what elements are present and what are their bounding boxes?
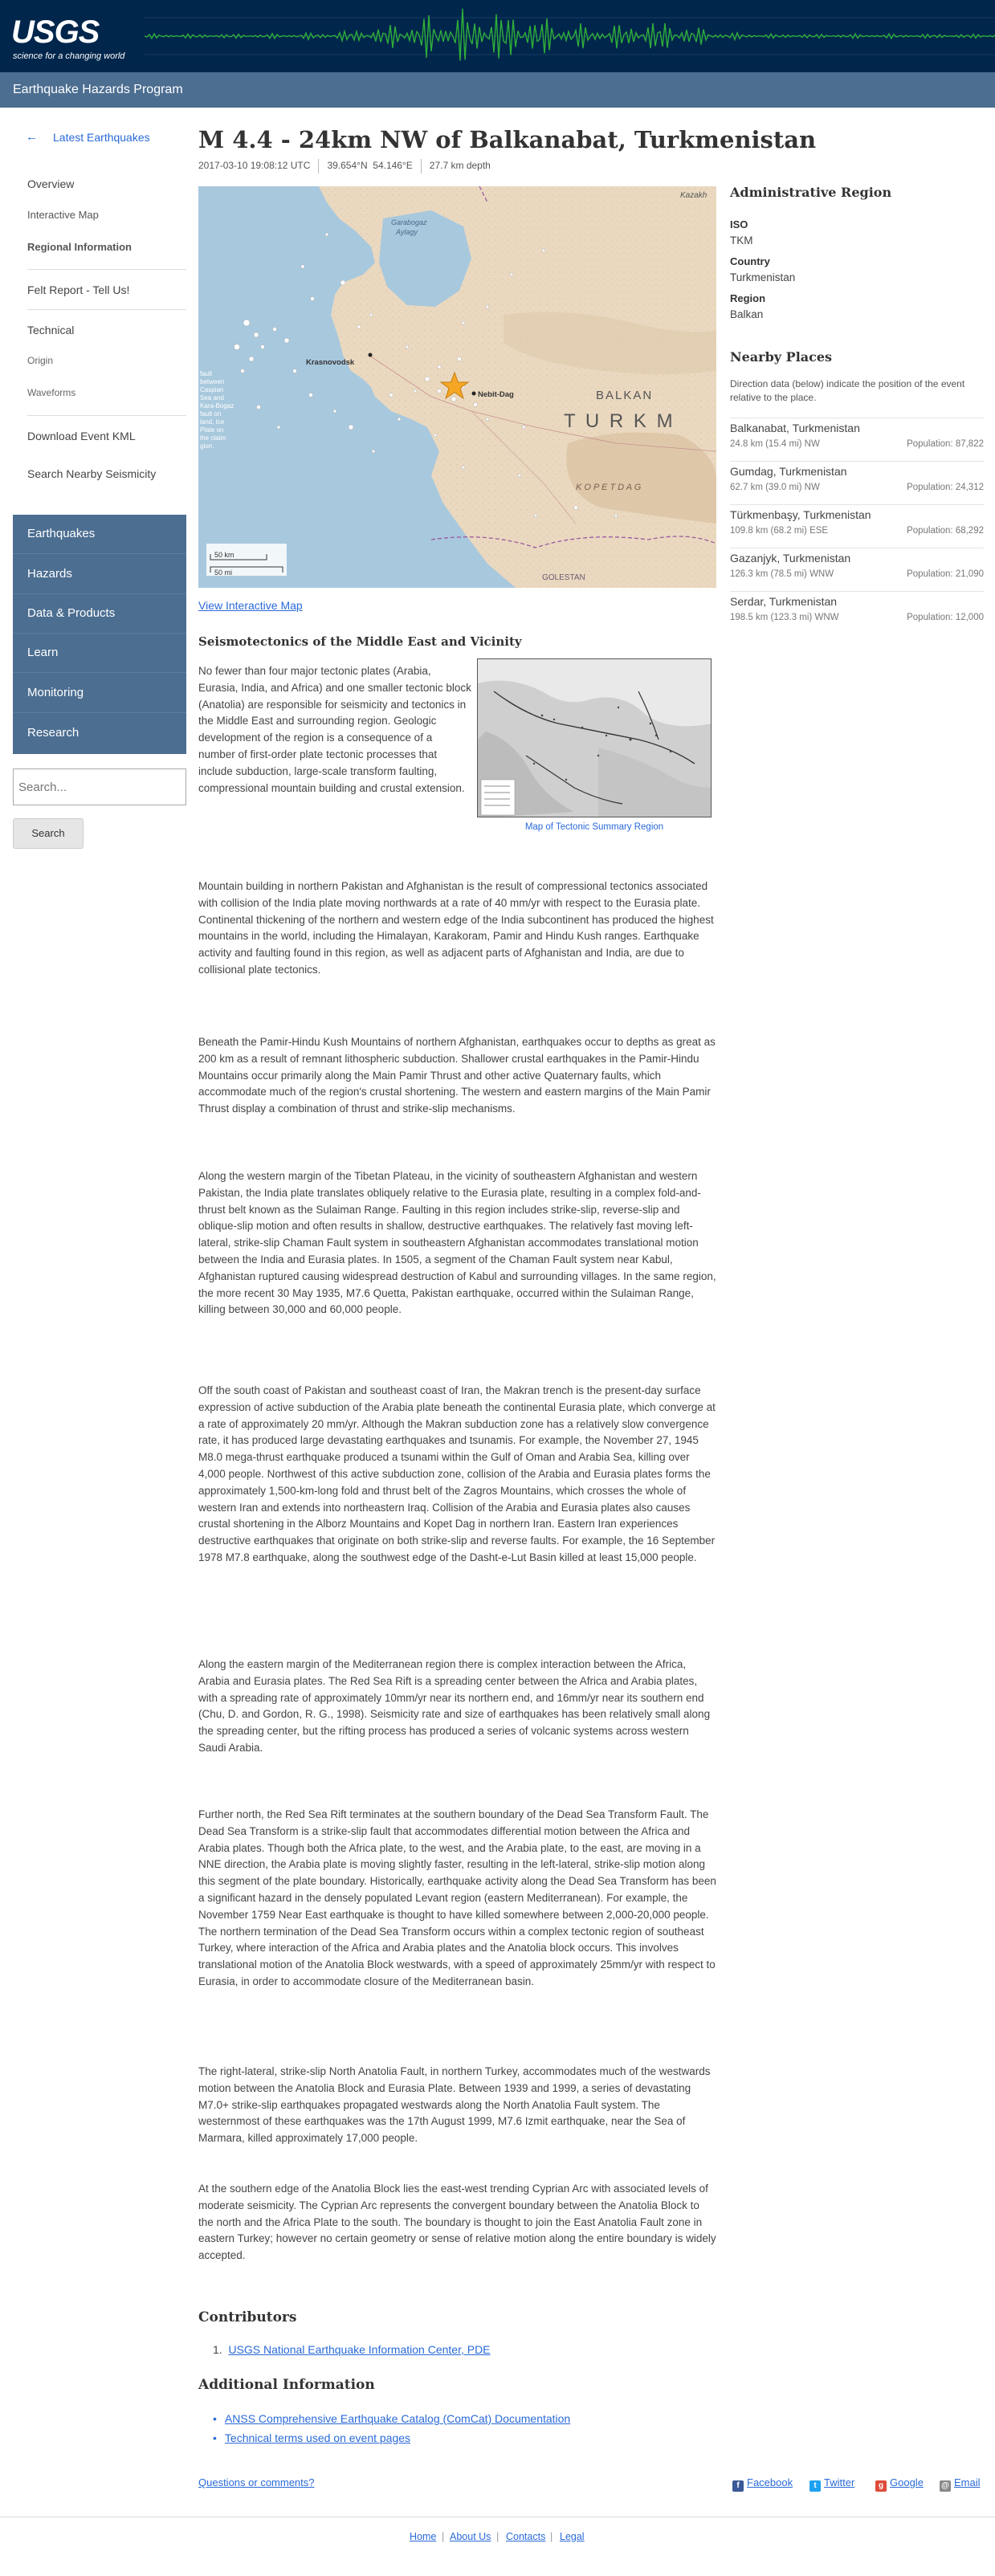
- tectonic-map-caption[interactable]: Map of Tectonic Summary Region: [524, 822, 664, 832]
- contributor-item: [213, 2343, 491, 2356]
- nav-label: Research: [27, 726, 80, 740]
- search-button[interactable]: Search: [13, 818, 84, 849]
- nearby-places-note: Direction data (below) indicate the position of the event relative to the place.: [730, 378, 965, 403]
- bullet: •: [213, 2431, 217, 2444]
- share-google[interactable]: [875, 2476, 924, 2492]
- map-side-note: fault between Caspian Sea and Kara-Bogaz fault on land. Ice Plate on the claim gion.: [200, 370, 234, 450]
- paragraph: Along the western margin of the Tibetan Plateau, in the vicinity of southeastern Afghanistan and western Pakistan, the India plate translates obliquely relative to the Eurasia plate, resulting in a complex fold-and-thrust belt known as the Sulaiman Range. Faulting in this region includes strike-slip, reverse-slip and oblique-slip motion and often results in shallow, destructive earthquakes. The relatively fast moving left-lateral, strike-slip Chaman Fault system in southeastern Afghanistan accommodates translational motion between the India and Eurasia plates. In 1505, a segment of the Chaman Fault system near Kabul, Afghanistan ruptured causing widespread destruction of Kabul and surrounding villages. In the same region, the more recent 30 May 1935, M7.6 Quetta, Pakistan earthquake, occurred within the Sulaiman Range, killing between 30,000 and 60,000 people.: [198, 1170, 716, 1316]
- place-name: Serdar, Turkmenistan: [730, 595, 838, 608]
- admin-region-heading: Administrative Region: [730, 185, 892, 200]
- questions-link[interactable]: Questions or comments?: [198, 2476, 315, 2488]
- sidebar-item-search-nearby[interactable]: Search Nearby Seismicity: [27, 467, 157, 480]
- sidebar-item-interactive-map[interactable]: Interactive Map: [27, 209, 99, 221]
- nearby-place: [730, 591, 984, 634]
- paragraph: Along the eastern margin of the Mediterranean region there is complex interaction between the Africa, Arabia and Eurasia plates. The Red Sea Rift is a spreading center between the Africa and Arabia plates, with a spreading rate of approximately 10mm/yr near its northern end, and 16mm/yr near its southern end (Chu, D. and Gordon, R. G., 1998). Seismicity rate and size of earthquakes has been relatively small along the spreading center, but the rifting process has produced a series of volcanic systems across western Saudi Arabia.: [198, 1658, 711, 1754]
- map-label-aylagy: Aylagy: [396, 228, 418, 236]
- map-label-kopet-dag: K O P E T D A G: [576, 483, 642, 492]
- region-value: Balkan: [730, 308, 764, 320]
- paragraph: No fewer than four major tectonic plates (Arabia, Eurasia, India, and Africa) and one smaller tectonic block (Anatolia) are responsible for seismicity and tectonics in the Middle East and surrounding region. Geologic development of the region is a consequence of a number of first-order plate tectonic processes that include subduction, large-scale transform faulting, compressional mountain building and crustal extension.: [198, 665, 471, 794]
- map-label-golestan: GOLESTAN: [542, 573, 585, 582]
- logo-tagline: science for a changing world: [13, 51, 125, 61]
- sidebar-item-regional-information[interactable]: Regional Information: [27, 241, 132, 253]
- map-label-turkm: T U R K M: [564, 410, 675, 432]
- sidebar-item-origin[interactable]: Origin: [27, 355, 54, 366]
- event-map[interactable]: [198, 186, 716, 588]
- place-distance: 62.7 km (39.0 mi) NW: [730, 483, 820, 492]
- nearby-places-heading: Nearby Places: [730, 349, 833, 365]
- place-population: Population: 68,292: [907, 526, 984, 536]
- nav-label: Hazards: [27, 567, 72, 581]
- share-twitter-label: Twitter: [824, 2476, 855, 2488]
- iso-label: ISO: [730, 218, 748, 230]
- sidebar-item-overview[interactable]: Overview: [27, 177, 75, 190]
- place-population: Population: 21,090: [907, 569, 984, 579]
- sidebar-divider: [27, 309, 186, 310]
- section-title: Seismotectonics of the Middle East and Vicinity: [198, 634, 522, 649]
- twitter-icon: t: [809, 2480, 821, 2492]
- program-bar: [0, 72, 995, 108]
- nav-label: Data & Products: [27, 606, 116, 620]
- scale-mi-label: 50 mi: [214, 569, 233, 577]
- map-label-nebitdag: Nebit-Dag: [478, 390, 514, 399]
- logo-wordmark: USGS: [11, 14, 100, 50]
- sidebar-item-waveforms[interactable]: Waveforms: [27, 387, 76, 398]
- place-population: Population: 12,000: [907, 613, 984, 622]
- footer-separator: |: [442, 2531, 445, 2542]
- paragraph: Further north, the Red Sea Rift terminates at the southern boundary of the Dead Sea Transform Fault. The Dead Sea Transform is a strike-slip fault that accommodates differential motion between the Africa and Arabia plates. Though both the Africa plate, to the west, and the Arabia plate, to the east, are moving in a NNE direction, the Arabia plate is moving slightly faster, resulting in the left-lateral, strike-slip motion along this segment of the plate boundary. Historically, earthquake activity along the Dead Sea Transform has been a significant hazard in the densely populated Levant region (eastern Mediterranean). For example, the November 1759 Near East earthquake is thought to have killed somewhere between 2,000-20,000 people. The northern termination of the Dead Sea Transform occurs within a complex tectonic region of southeast Turkey, where interaction of the Africa and Arabia plates and the Anatolia block occurs. This involves translational motion of the Anatolia Block westwards, with a speed of approximately 25mm/yr with respect to Eurasia, in order to accommodate closure of the Mediterranean basin.: [198, 1808, 716, 1987]
- usgs-logo[interactable]: [11, 10, 148, 63]
- footer-separator: |: [550, 2531, 553, 2542]
- paragraph: Off the south coast of Pakistan and southeast coast of Iran, the Makran trench is the present-day surface expression of active subduction of the Arabia plate beneath the continental Eurasia plate, which converge at a rate of approximately 20 mm/yr. Although the Makran subduction zone has a relatively slow convergence rate, it has produced large devastating earthquakes and tsunamis. For example, the November 27, 1945 M8.0 mega-thrust earthquake produced a tsunami within the Gulf of Oman and Arabia Sea, killing over 4,000 people. Northwest of this active subduction zone, collision of the Arabia and Eurasia plates forms the approximately 1,500-km-long fold and thrust belt of the Zagros Mountains, which crosses the whole of western Iran and extends into northeastern Iraq. Collision of the Arabia and Eurasia plates also causes crustal shortening in the Alborz Mountains and Kopet Dag in northern Iran. Eastern Iran experiences destructive earthquakes that originate on both strike-slip and reverse faults. For example, the 16 September 1978 M7.8 earthquake, along the southwest edge of the Dasht-e-Lut Basin killed at least 15,000 people.: [198, 1384, 716, 1563]
- separator: [318, 159, 319, 173]
- event-title: M 4.4 - 24km NW of Balkanabat, Turkmenistan: [198, 126, 817, 153]
- nav-label: Monitoring: [27, 686, 84, 699]
- place-population: Population: 24,312: [907, 483, 984, 492]
- footer-contacts-link[interactable]: Contacts: [506, 2531, 546, 2542]
- share-twitter[interactable]: [809, 2476, 854, 2492]
- sidebar-divider: [27, 415, 186, 416]
- facebook-icon: f: [732, 2480, 744, 2492]
- place-distance: 24.8 km (15.4 mi) NW: [730, 439, 820, 449]
- region-label: Region: [730, 292, 766, 304]
- footer-separator: |: [496, 2531, 500, 2542]
- event-depth: 27.7 km depth: [429, 160, 491, 172]
- search-input[interactable]: [18, 771, 179, 803]
- google-icon: g: [875, 2480, 887, 2492]
- place-distance: 126.3 km (78.5 mi) WNW: [730, 569, 834, 579]
- tectonic-summary-map[interactable]: [477, 658, 712, 817]
- back-arrow-icon: ←: [26, 130, 38, 144]
- map-label-garabogaz: Garabogaz: [391, 218, 427, 226]
- site-header: [0, 0, 995, 72]
- scale-km-label: 50 km: [214, 551, 234, 559]
- event-time: 2017-03-10 19:08:12 UTC: [198, 160, 311, 172]
- share-email-label: Email: [954, 2476, 981, 2488]
- map-label-krasnovodsk: Krasnovodsk: [306, 358, 355, 367]
- paragraph: The right-lateral, strike-slip North Anatolia Fault, in northern Turkey, accommodates much of the westwards motion between the Anatolia Block and Eurasia Plate. Between 1939 and 1999, a series of devastating M7.0+ strike-slip earthquakes propagated westwards along the North Anatolia Fault system. The westernmost of these earthquakes was the 17th August 1999, M7.6 Izmit earthquake, near the Sea of Marmara, killed approximately 17,000 people.: [198, 2065, 711, 2145]
- paragraph: At the southern edge of the Anatolia Block lies the east-west trending Cyprian Arc with associated levels of moderate seismicity. The Cyprian Arc represents the convergent boundary between the Anatolia Block to the north and the Africa Plate to the south. The boundary is thought to join the East Anatolia Fault zone in eastern Turkey; however no certain geometry or sense of relative motion along the entire boundary is widely accepted.: [198, 2183, 716, 2262]
- nav-research[interactable]: [13, 714, 186, 753]
- country-label: Country: [730, 255, 770, 267]
- event-longitude: 54.146°E: [373, 160, 413, 172]
- nav-hazards[interactable]: [13, 555, 186, 594]
- city-marker: [472, 392, 476, 396]
- nav-learn[interactable]: [13, 634, 186, 673]
- sidebar-item-technical[interactable]: Technical: [27, 324, 75, 336]
- event-latitude: 39.654°N: [327, 160, 368, 172]
- footer-about-link[interactable]: About Us: [450, 2531, 491, 2542]
- iso-value: TKM: [730, 234, 753, 247]
- footer-legal-link[interactable]: Legal: [560, 2531, 585, 2542]
- sidebar-item-felt-report[interactable]: Felt Report - Tell Us!: [27, 283, 130, 296]
- place-name: Gazanjyk, Turkmenistan: [730, 552, 851, 565]
- nav-label: Learn: [27, 646, 59, 659]
- latest-earthquakes-label: Latest Earthquakes: [53, 131, 150, 144]
- place-distance: 109.8 km (68.2 mi) ESE: [730, 526, 829, 536]
- additional-info-heading: Additional Information: [198, 2377, 375, 2393]
- share-email[interactable]: [940, 2476, 981, 2492]
- event-map-image: [198, 186, 716, 588]
- bullet: •: [213, 2412, 217, 2425]
- program-title-link[interactable]: Earthquake Hazards Program: [13, 83, 183, 96]
- search-box: [13, 768, 186, 805]
- city-marker: [369, 353, 373, 357]
- paragraph: Mountain building in northern Pakistan and Afghanistan is the result of compressional tectonics associated with collision of the India plate moving northwards at a rate of 40 mm/yr with respect to the Eurasia plate. Continental thickening of the northern and western edge of the India subcontinent has produced the highest mountains in the world, including the Himalayan, Karakoram, Pamir and Hindu Kush ranges. Earthquake activity and faulting found in this region, as well as adjacent parts of Afghanistan and India, are due to collisional plate tectonics.: [198, 880, 714, 976]
- additional-info-item: [213, 2431, 410, 2444]
- nav-earthquakes[interactable]: [13, 515, 186, 554]
- share-facebook-label: Facebook: [747, 2476, 793, 2488]
- nearby-place: [730, 504, 984, 548]
- nearby-place: [730, 418, 984, 461]
- map-label-balkan: BALKAN: [596, 389, 654, 402]
- sidebar-item-download-kml[interactable]: Download Event KML: [27, 430, 136, 442]
- contributor-link[interactable]: USGS National Earthquake Information Center, PDE: [228, 2343, 491, 2356]
- map-label-kazakh: Kazakh: [680, 191, 708, 200]
- nav-label: Earthquakes: [27, 527, 96, 540]
- email-icon: @: [940, 2480, 951, 2492]
- view-interactive-map-link[interactable]: View Interactive Map: [198, 599, 303, 612]
- separator: [421, 159, 422, 173]
- paragraph: Beneath the Pamir-Hindu Kush Mountains of northern Afghanistan, earthquakes occur to depths as great as 200 km as a result of remnant lithospheric subduction. Shallower crustal earthquakes in the Pamir-Hindu Mountains occur primarily along the Main Pamir Thrust and other active Quaternary faults, which accommodate much of the region's crustal shortening. The western and eastern margins of the Main Pamir Thrust display a combination of thrust and strike-slip mechanisms.: [198, 1036, 716, 1115]
- seismogram-banner: [145, 0, 995, 72]
- nav-data-products[interactable]: [13, 594, 186, 634]
- country-value: Turkmenistan: [730, 271, 796, 283]
- site-nav: [13, 515, 186, 754]
- sidebar-divider: [27, 269, 186, 270]
- nearby-place: [730, 548, 984, 591]
- nearby-place: [730, 461, 984, 504]
- place-distance: 198.5 km (123.3 mi) WNW: [730, 613, 839, 622]
- share-google-label: Google: [890, 2476, 924, 2488]
- place-name: Balkanabat, Turkmenistan: [730, 422, 860, 434]
- place-name: Gumdag, Turkmenistan: [730, 465, 847, 478]
- comcat-docs-link[interactable]: ANSS Comprehensive Earthquake Catalog (ComCat) Documentation: [224, 2412, 571, 2425]
- technical-terms-link[interactable]: Technical terms used on event pages: [224, 2431, 411, 2444]
- contributors-heading: Contributors: [198, 2309, 297, 2325]
- footer-home-link[interactable]: Home: [410, 2531, 437, 2542]
- share-facebook[interactable]: [732, 2476, 793, 2492]
- nav-monitoring[interactable]: [13, 674, 186, 713]
- contributor-number: 1.: [213, 2343, 222, 2356]
- place-population: Population: 87,822: [907, 439, 984, 449]
- place-name: Türkmenbaşy, Turkmenistan: [730, 508, 871, 521]
- additional-info-item: [213, 2412, 570, 2425]
- latest-earthquakes-link[interactable]: [13, 124, 186, 150]
- tectonic-map-image: [478, 659, 712, 817]
- event-summary: [198, 159, 491, 173]
